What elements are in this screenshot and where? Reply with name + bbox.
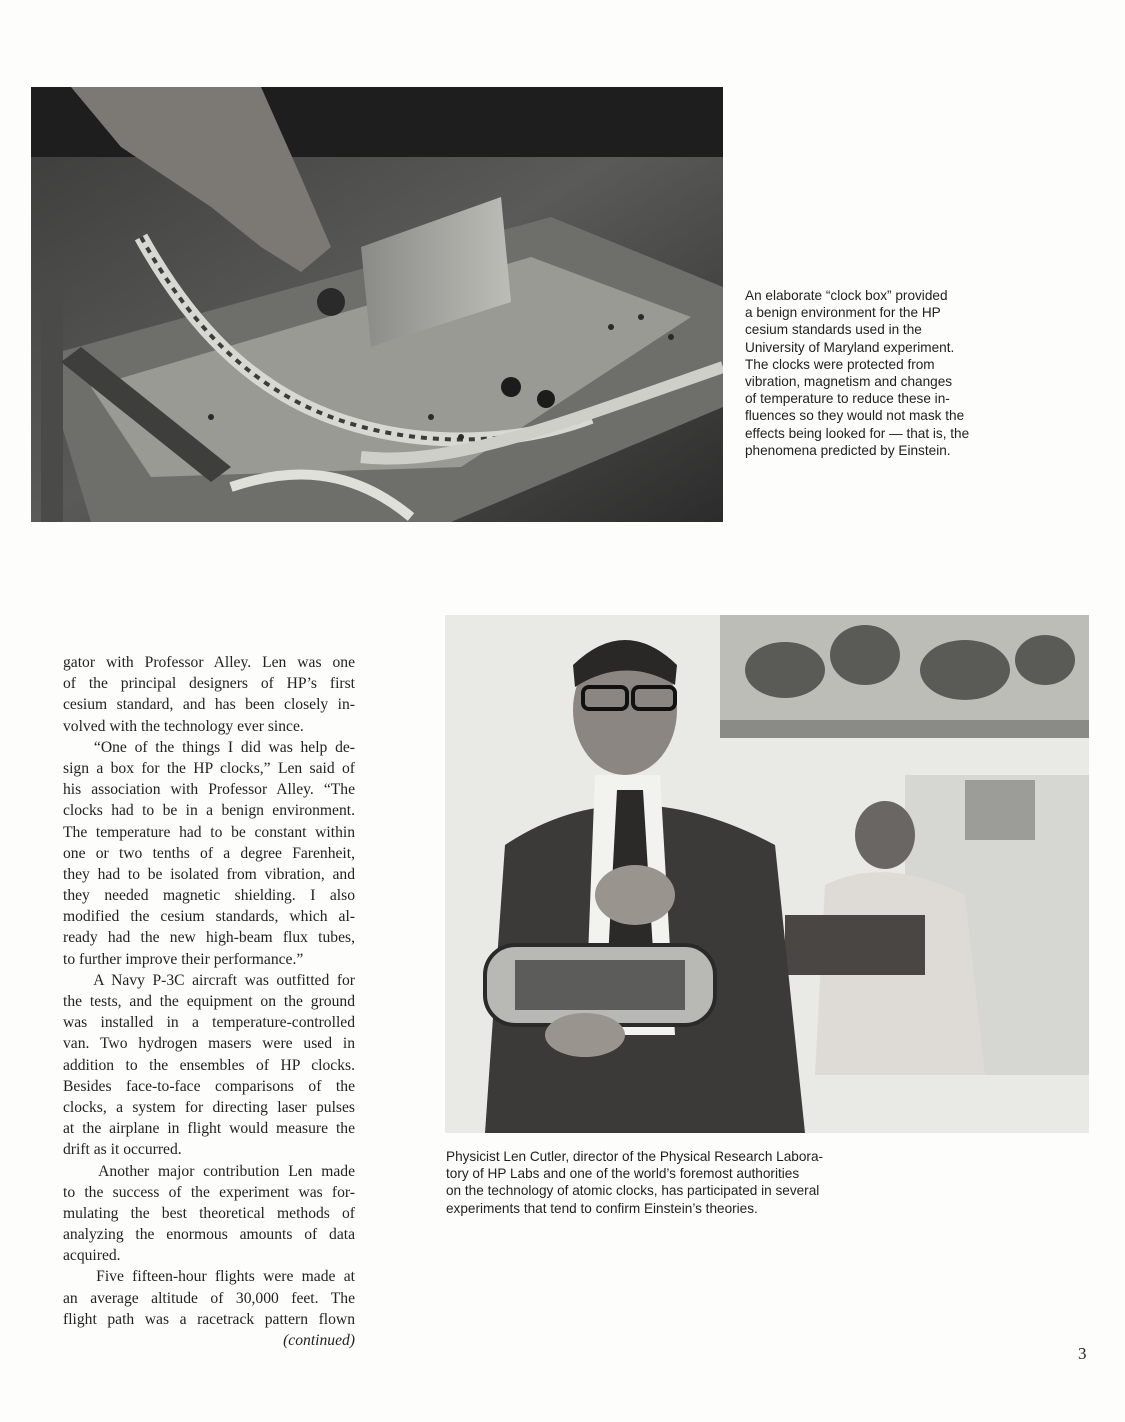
body-text-line: of the principal designers of HP’s first (63, 675, 355, 693)
body-text-line: Five fifteen-hour flights were made at (63, 1268, 355, 1286)
article-body-column (63, 652, 355, 1351)
body-text-line: at the airplane in flight would measure the (63, 1120, 355, 1138)
caption-line: effects being looked for — that is, the (745, 425, 970, 441)
continued-label: (continued) (283, 1332, 355, 1349)
body-text-line: to the success of the experiment was for- (63, 1183, 355, 1201)
body-text-line: volved with the technology ever since. (63, 717, 304, 735)
body-text-line: an average altitude of 30,000 feet. The (63, 1289, 355, 1307)
caption-line: experiments that tend to confirm Einstein’s theories. (446, 1200, 758, 1216)
body-text-line: gator with Professor Alley. Len was one (63, 654, 355, 671)
caption-line: University of Maryland experiment. (745, 339, 955, 355)
body-text-line: cesium standard, and has been closely in- (63, 696, 355, 714)
caption-line: phenomena predicted by Einstein. (745, 442, 951, 458)
body-text-line: ready had the new high-beam flux tubes, (63, 929, 355, 947)
body-text-line: A Navy P-3C aircraft was outfitted for (63, 971, 355, 989)
body-text-line: analyzing the enormous amounts of data (63, 1226, 355, 1244)
body-text-line: modified the cesium standards, which al- (63, 908, 355, 926)
body-text-line: his association with Professor Alley. “The (63, 781, 355, 799)
body-text-line: acquired. (63, 1247, 121, 1265)
body-text-line: clocks had to be in a benign environment. (63, 802, 355, 820)
caption-line: of temperature to reduce these in- (745, 391, 950, 407)
body-text-line: mulating the best theoretical methods of (63, 1204, 355, 1222)
clock-box-caption (745, 287, 1035, 459)
len-cutler-caption (446, 1148, 916, 1217)
body-text-line: Besides face-to-face comparisons of the (63, 1077, 355, 1095)
body-text-line: drift as it occurred. (63, 1141, 182, 1159)
body-text-line: clocks, a system for directing laser pulses (63, 1098, 355, 1116)
caption-line: fluences so they would not mask the (745, 408, 965, 424)
body-text-line: they had to be isolated from vibration, and (63, 865, 355, 883)
caption-line: Physicist Len Cutler, director of the Physical Research Labora- (446, 1149, 824, 1164)
caption-line: An elaborate “clock box” provided (745, 288, 948, 303)
clock-box-image (31, 87, 723, 522)
body-text-line: addition to the ensembles of HP clocks. (63, 1056, 355, 1074)
caption-line: cesium standards used in the (745, 322, 922, 338)
body-text-line: sign a box for the HP clocks,” Len said of (63, 759, 355, 777)
caption-line: a benign environment for the HP (745, 305, 941, 321)
page-number: 3 (1078, 1344, 1087, 1363)
caption-line: The clocks were protected from (745, 356, 935, 372)
len-cutler-photo (445, 615, 1089, 1133)
body-text-line: was installed in a temperature-controlled (63, 1014, 355, 1032)
caption-line: on the technology of atomic clocks, has participated in several (446, 1183, 820, 1199)
body-text-line: the tests, and the equipment on the ground (63, 993, 355, 1010)
clock-box-photo (31, 87, 723, 522)
body-text-line: to further improve their performance.” (63, 950, 304, 968)
caption-line: vibration, magnetism and changes (745, 374, 953, 390)
body-text-line: The temperature had to be constant within (63, 823, 355, 841)
body-text-line: flight path was a racetrack pattern flown (63, 1310, 355, 1328)
len-cutler-image (445, 615, 1089, 1133)
body-text-line: “One of the things I did was help de- (63, 738, 355, 756)
body-text-line: van. Two hydrogen masers were used in (63, 1035, 355, 1053)
body-text-line: they needed magnetic shielding. I also (63, 887, 355, 905)
body-text-line: Another major contribution Len made (63, 1162, 355, 1180)
body-text-line: one or two tenths of a degree Farenheit, (63, 844, 355, 862)
caption-line: tory of HP Labs and one of the world’s foremost authorities (446, 1166, 800, 1182)
